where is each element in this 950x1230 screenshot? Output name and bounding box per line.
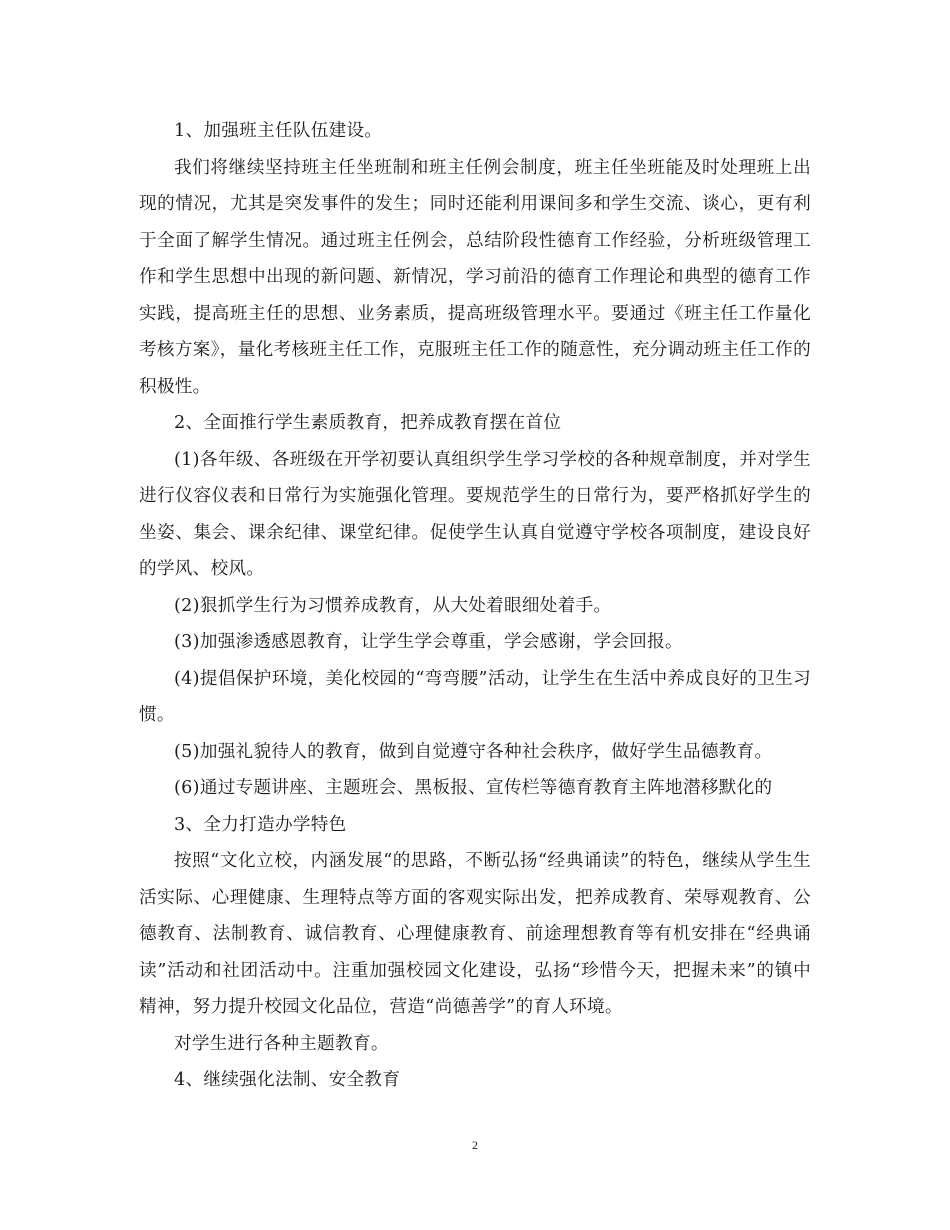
paragraph-class-teacher: 我们将继续坚持班主任坐班制和班主任例会制度，班主任坐班能及时处理班上出现的情况，尤其是突发事件的发生；同时还能利用课间多和学生交流、谈心，更有利于全面了解学生情况。通过班主任例会，总结阶段性德育工作经验，分析班级管理工作和学生思想中出现的新问题、新情况，学习前沿的德育工作理论和典型的德育工作实践，提高班主任的思想、业务素质，提高班级管理水平。要通过《班主任工作量化考核方案》，量化考核班主任工作，克服班主任工作的随意性，充分调动班主任工作的积极性。 (139, 157, 811, 397)
heading-1: 1、加强班主任队伍建设。 (174, 121, 383, 141)
heading-4: 4、继续强化法制、安全教育 (174, 1070, 401, 1090)
list-item-4: (4)提倡保护环境，美化校园的“弯弯腰”活动，让学生在生活中养成良好的卫生习惯。 (139, 668, 811, 725)
page-number: 2 (472, 1138, 478, 1152)
heading-2: 2、全面推行学生素质教育，把养成教育摆在首位 (174, 413, 562, 433)
list-item-1: (1)各年级、各班级在开学初要认真组织学生学习学校的各种规章制度，并对学生进行仪容仪表和日常行为实施强化管理。要规范学生的日常行为，要严格抓好学生的坐姿、集会、课余纪律、课堂纪律。促使学生认真自觉遵守学校各项制度，建设良好的学风、校风。 (139, 449, 811, 579)
list-item-2: (2)狠抓学生行为习惯养成教育，从大处着眼细处着手。 (174, 595, 612, 616)
list-item-5: (5)加强礼貌待人的教育，做到自觉遵守各种社会秩序，做好学生品德教育。 (174, 741, 773, 762)
paragraph-school-features: 按照“文化立校，内涵发展“的思路，不断弘扬“经典诵读”的特色，继续从学生生活实际、心理健康、生理特点等方面的客观实际出发，把养成教育、荣辱观教育、公德教育、法制教育、诚信教育、心理健康教育、前途理想教育等有机安排在“经典诵读”活动和社团活动中。注重加强校园文化建设，弘扬“珍惜今天，把握未来”的镇中精神，努力提升校园文化品位，营造“尚德善学”的育人环境。 (139, 851, 811, 1017)
list-item-3: (3)加强渗透感恩教育，让学生学会尊重，学会感谢，学会回报。 (174, 632, 683, 652)
heading-3: 3、全力打造办学特色 (174, 814, 347, 835)
document-body (139, 113, 811, 1099)
paragraph-theme-education: 对学生进行各种主题教育。 (174, 1033, 389, 1054)
list-item-6: (6)通过专题讲座、主题班会、黑板报、宣传栏等德育教育主阵地潜移默化的 (174, 778, 773, 798)
